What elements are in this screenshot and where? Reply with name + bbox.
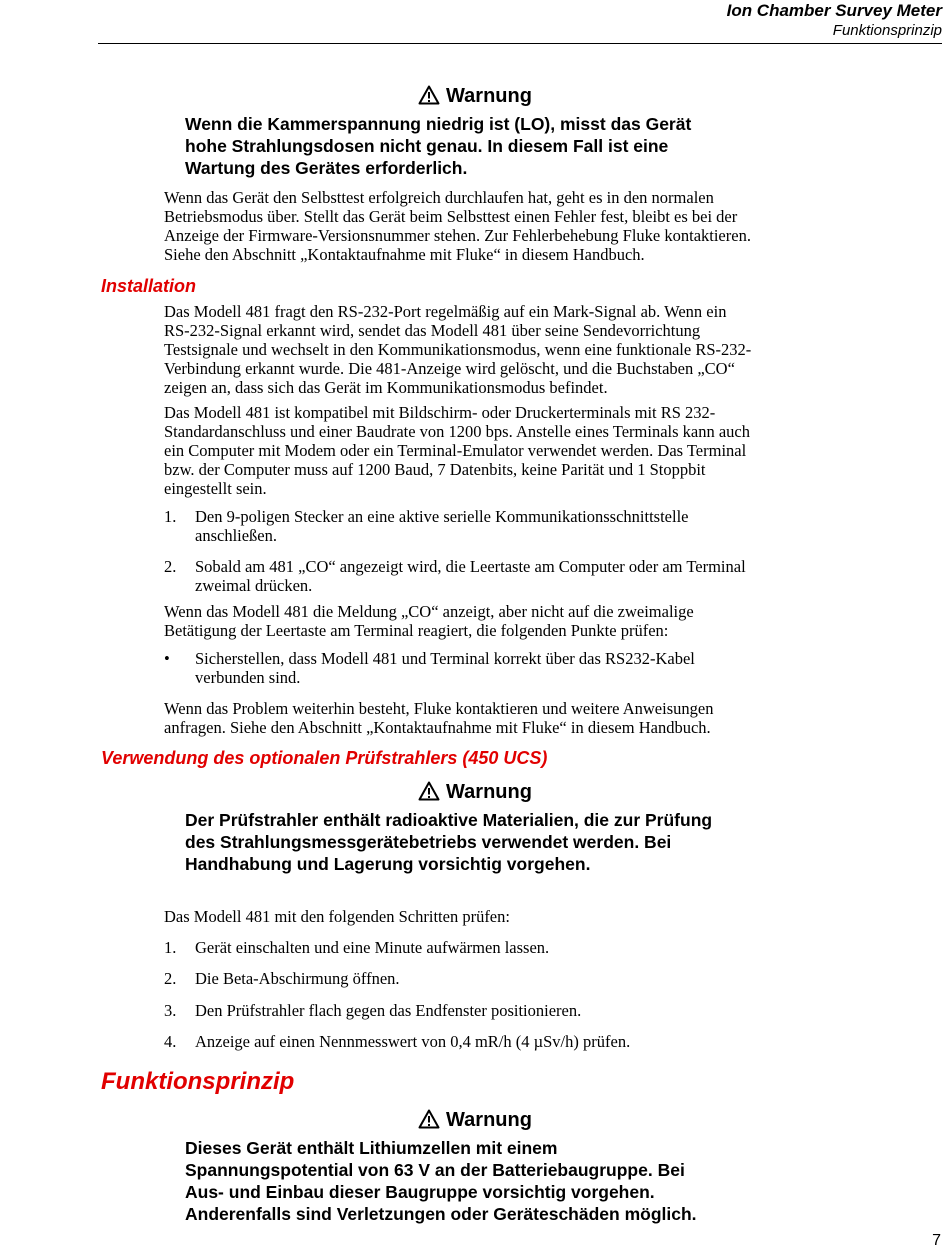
text-line: Standardanschluss und einer Baudrate von 1200 bps. Anstelle eines Terminals kann auch	[164, 422, 750, 441]
warning-text	[185, 1137, 785, 1225]
warning-line: hohe Strahlungsdosen nicht genau. In diesem Fall ist eine	[185, 136, 669, 156]
text-line: anfragen. Siehe den Abschnitt „Kontaktaufnahme mit Fluke“ in diesem Handbuch.	[164, 718, 711, 737]
bullet-item	[164, 649, 854, 687]
warning-triangle-icon	[418, 781, 440, 801]
text-line: Anzeige der Firmware-Versionsnummer stehen. Zur Fehlerbehebung Fluke kontaktieren.	[164, 226, 751, 245]
text-line: bzw. der Computer muss auf 1200 Baud, 7 Datenbits, keine Parität und 1 Stoppbit	[164, 460, 706, 479]
list-item	[164, 1032, 854, 1051]
list-text: Sicherstellen, dass Modell 481 und Terminal korrekt über das RS232-Kabel verbunden sind.	[195, 649, 695, 687]
warning-line: Anderenfalls sind Verletzungen oder Geräteschäden möglich.	[185, 1204, 697, 1224]
list-text: Gerät einschalten und eine Minute aufwärmen lassen.	[195, 938, 550, 957]
text-line: Wenn das Gerät den Selbsttest erfolgreich durchlaufen hat, geht es in den normalen	[164, 188, 714, 207]
text-line: Betriebsmodus über. Stellt das Gerät beim Selbsttest einen Fehler fest, bleibt es bei der	[164, 207, 738, 226]
intro-paragraph	[164, 188, 854, 264]
warning-title	[100, 780, 850, 804]
text-line: zeigen an, dass sich das Gerät im Kommunikationsmodus befindet.	[164, 378, 608, 397]
list-item	[164, 969, 854, 988]
checksource-intro: Das Modell 481 mit den folgenden Schritten prüfen:	[164, 907, 510, 926]
text-line: Wenn das Modell 481 die Meldung „CO“ anzeigt, aber nicht auf die zweimalige	[164, 602, 694, 621]
installation-paragraph-1	[164, 302, 854, 397]
warning-title-text: Warnung	[446, 85, 532, 107]
text-line: Verbindung erkannt wurde. Die 481-Anzeige wird gelöscht, und die Buchstaben „CO“	[164, 359, 735, 378]
warning-triangle-icon	[418, 85, 440, 105]
text-line: RS-232-Signal erkannt wird, sendet das Modell 481 über seine Sendevorrichtung	[164, 321, 701, 340]
list-number: 1.	[164, 507, 177, 526]
list-text: Die Beta-Abschirmung öffnen.	[195, 969, 400, 988]
section-heading-installation: Installation	[101, 276, 197, 296]
list-text: Den Prüfstrahler flach gegen das Endfenster positionieren.	[195, 1001, 582, 1020]
warning-title	[100, 84, 850, 108]
chapter-heading-principle: Funktionsprinzip	[101, 1068, 295, 1095]
warning-line: Spannungspotential von 63 V an der Batteriebaugruppe. Bei	[185, 1160, 685, 1180]
list-text: Anzeige auf einen Nennmesswert von 0,4 mR/h (4 µSv/h) prüfen.	[195, 1032, 631, 1051]
warning-triangle-icon	[418, 1109, 440, 1129]
warning-title-text: Warnung	[446, 781, 532, 803]
text-line: Siehe den Abschnitt „Kontaktaufnahme mit Fluke“ in diesem Handbuch.	[164, 245, 645, 264]
warning-line: Aus- und Einbau dieser Baugruppe vorsichtig vorgehen.	[185, 1182, 655, 1202]
text-line: Betätigung der Leertaste am Terminal reagiert, die folgenden Punkte prüfen:	[164, 621, 669, 640]
list-item	[164, 1001, 854, 1020]
header-subtitle: Funktionsprinzip	[832, 22, 942, 39]
warning-line: Wenn die Kammerspannung niedrig ist (LO), misst das Gerät	[185, 114, 692, 134]
warning-line: Der Prüfstrahler enthält radioaktive Materialien, die zur Prüfung	[185, 810, 713, 830]
list-number: 2.	[164, 557, 177, 576]
warning-line: Wartung des Gerätes erforderlich.	[185, 158, 468, 178]
text-line: Das Modell 481 fragt den RS-232-Port regelmäßig auf ein Mark-Signal ab. Wenn ein	[164, 302, 727, 321]
warning-text	[185, 113, 785, 179]
text-line: eingestellt sein.	[164, 479, 267, 498]
text-line: Das Modell 481 ist kompatibel mit Bildschirm- oder Druckerterminals mit RS 232-	[164, 403, 716, 422]
text-line: ein Computer mit Modem oder ein Terminal-Emulator verwendet werden. Das Terminal	[164, 441, 747, 460]
page-number: 7	[932, 1232, 941, 1249]
installation-paragraph-2	[164, 403, 854, 498]
warning-line: Handhabung und Lagerung vorsichtig vorgehen.	[185, 854, 591, 874]
list-text: Den 9-poligen Stecker an eine aktive serielle Kommunikationsschnittstelle anschließen.	[195, 507, 689, 545]
header-rule	[98, 43, 942, 44]
installation-paragraph-4	[164, 699, 854, 737]
warning-text	[185, 809, 785, 875]
list-item	[164, 557, 854, 595]
text-line: Wenn das Problem weiterhin besteht, Fluke kontaktieren und weitere Anweisungen	[164, 699, 714, 718]
list-number: 3.	[164, 1001, 177, 1020]
warning-title	[100, 1108, 850, 1132]
bullet-icon: •	[164, 649, 170, 668]
installation-paragraph-3	[164, 602, 854, 640]
warning-line: des Strahlungsmessgerätebetriebs verwendet werden. Bei	[185, 832, 672, 852]
text-line: Testsignale und wechselt in den Kommunikationsmodus, wenn eine funktionale RS-232-	[164, 340, 752, 359]
header-title: Ion Chamber Survey Meter	[726, 1, 942, 20]
list-text: Sobald am 481 „CO“ angezeigt wird, die Leertaste am Computer oder am Terminal zweimal drücken.	[195, 557, 746, 595]
list-number: 2.	[164, 969, 177, 988]
list-number: 4.	[164, 1032, 177, 1051]
list-item	[164, 507, 854, 545]
list-number: 1.	[164, 938, 177, 957]
section-heading-checksource: Verwendung des optionalen Prüfstrahlers (450 UCS)	[101, 748, 548, 768]
warning-title-text: Warnung	[446, 1109, 532, 1131]
list-item	[164, 938, 854, 957]
warning-line: Dieses Gerät enthält Lithiumzellen mit einem	[185, 1138, 558, 1158]
